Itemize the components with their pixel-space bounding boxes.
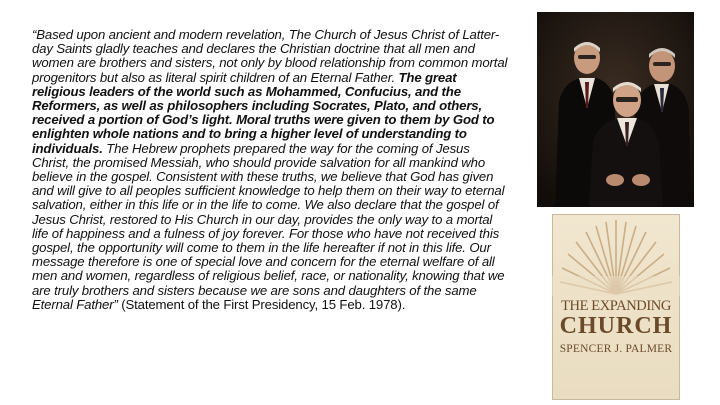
quote-emphasis: The great religious leaders of the world such as Mohammed, Confucius, and the Reformers, as well as philosophers including Socrates, Plato, and others, received a portion of God’s light. Moral truths were given to them by God to enlighten whole nations and to bring a higher level of understanding to individuals. (32, 69, 495, 156)
quotation-text (32, 28, 510, 312)
sunburst-illustration (552, 214, 680, 296)
quote-citation: (Statement of the First Presidency, 15 Feb. 1978). (117, 296, 406, 312)
book-author: SPENCER J. PALMER (559, 343, 673, 355)
book-cover (552, 214, 680, 400)
book-title-line2: CHURCH (559, 313, 673, 339)
first-presidency-photo (537, 12, 694, 207)
quote-intro: “Based upon ancient and modern revelation, The Church of Jesus Christ of Latter-day Saints gladly teaches and declares the Christian doctrine that all men and women are brothers and sisters, not only by blood relationship from common mortal progenitors but also as literal spirit children of an Eternal Father. (32, 27, 508, 85)
book-title-line1: THE EXPANDING (561, 298, 671, 314)
quote-body: The Hebrew prophets prepared the way for the coming of Jesus Christ, the promised Messiah, who should provide salvation for all mankind who believe in the gospel. Consistent with these truths, we believe that God has given and will give to all peoples sufficient knowledge to help them on their way to eternal salvation, either in this life or in the life to come. We also declare that the gospel of Jesus Christ, restored to His Church in our day, provides the only way to a mortal life of happiness and a fulness of joy forever. For those who have not received this gospel, the opportunity will come to them in the life hereafter if not in this life. Our message therefore is one of special love and concern for the eternal welfare of all men and women, regardless of religious belief, race, or nationality, knowing that we are truly brothers and sisters because we are sons and daughters of the same Eternal Father” (32, 140, 505, 312)
first-presidency-portrait (537, 12, 694, 207)
